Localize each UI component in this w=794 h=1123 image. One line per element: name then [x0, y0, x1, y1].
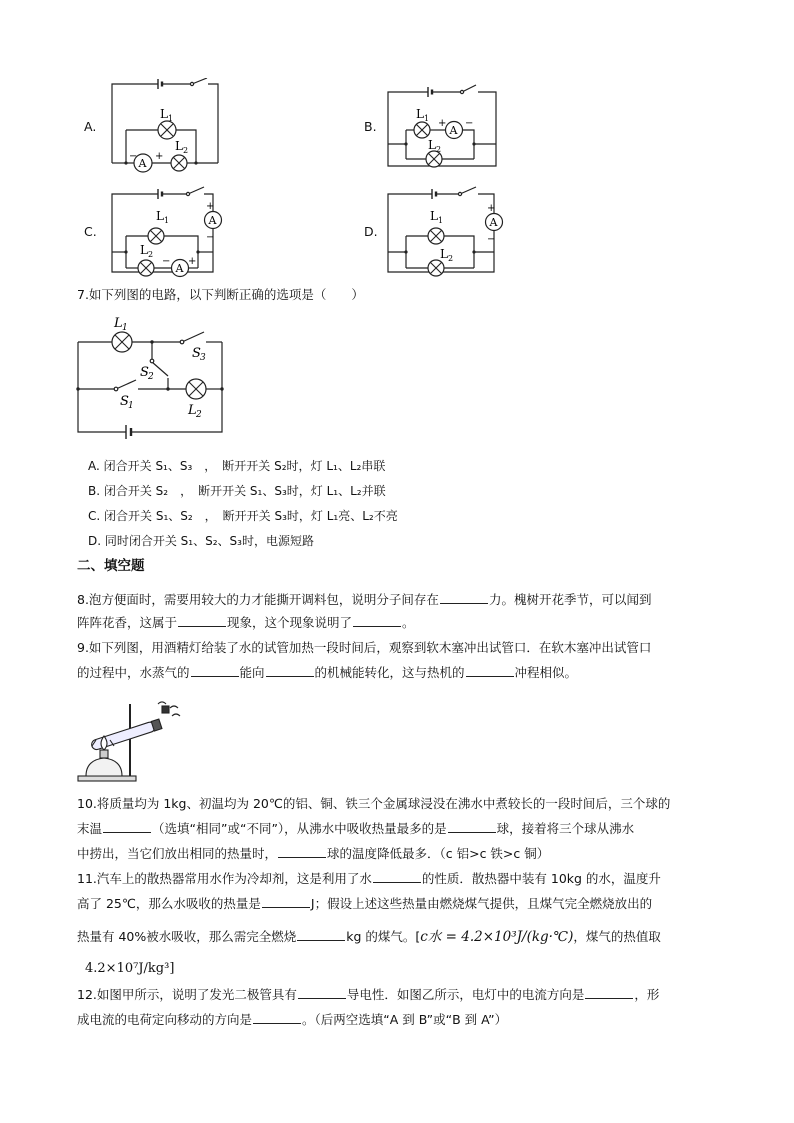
q11-formula: c水 = 4.2×10³J/(kg·℃)	[420, 929, 574, 945]
q9-line1: 9.如下列图，用酒精灯给装了水的试管加热一段时间后，观察到软木塞冲出试管口．在软木塞冲出试管口	[77, 640, 652, 655]
svg-text:−: −	[206, 232, 215, 243]
bulb-l1-icon	[428, 228, 444, 244]
svg-text:L: L	[430, 209, 438, 223]
svg-text:2: 2	[148, 250, 154, 259]
q11-blank-3[interactable]	[297, 928, 345, 941]
q8-line1: 8.泡方便面时，需要用较大的力才能撕开调料包，说明分子间存在 力。槐树开花季节，可以闻到	[77, 592, 652, 607]
q10-blank-2[interactable]	[448, 820, 496, 833]
q12-blank-2[interactable]	[585, 986, 633, 999]
svg-text:A: A	[449, 124, 458, 137]
label-l1: L	[114, 316, 123, 331]
q11-blank-2[interactable]	[262, 895, 310, 908]
svg-text:L: L	[416, 107, 424, 121]
label-s3: S	[192, 346, 201, 361]
bulb-l2-icon	[186, 379, 206, 399]
bulb-l2-icon	[171, 155, 187, 171]
q9-blank-3[interactable]	[466, 664, 514, 677]
svg-text:+: +	[438, 118, 447, 129]
svg-text:1: 1	[438, 216, 444, 225]
svg-text:1: 1	[128, 401, 134, 411]
q12-blank-1[interactable]	[298, 986, 346, 999]
bulb-l2-icon	[428, 260, 444, 276]
label-l1: L	[160, 107, 168, 121]
q9-line2: 的过程中，水蒸气的 能向 的机械能转化，这与热机的 冲程相似。	[77, 665, 578, 680]
bulb-l2-icon	[138, 260, 154, 276]
section-title: 二、填空题	[77, 558, 145, 574]
circuit-option-d	[362, 186, 522, 286]
label-l2: L	[175, 139, 183, 153]
q11-blank-1[interactable]	[373, 870, 421, 883]
option-letter-d: D.	[364, 224, 378, 239]
q7-circuit-figure	[70, 312, 240, 444]
q11-line2: 高了 25℃，那么水吸收的热量是 J；假设上述这些热量由燃烧煤气提供，且煤气完全燃烧放出的	[77, 896, 653, 911]
q7-stem: 7.如下列图的电路，以下判断正确的选项是（ ）	[77, 287, 364, 302]
svg-text:−: −	[129, 151, 138, 162]
circuit-diagram-b	[362, 78, 512, 182]
label-s2: S	[140, 365, 149, 380]
q7-option-a: A. 闭合开关 S₁、S₃ ， 断开开关 S₂时，灯 L₁、L₂串联	[88, 459, 386, 473]
bulb-l1-icon	[414, 122, 430, 138]
q9-blank-2[interactable]	[266, 664, 314, 677]
q11-line3: 热量有 40%被水吸收，那么需完全燃烧 kg 的煤气。[c水 = 4.2×10³J/(kg·℃)，煤气的热值取	[77, 929, 661, 945]
option-letter-c: C.	[84, 224, 97, 239]
circuit-option-c	[82, 186, 242, 286]
q12-line1: 12.如图甲所示，说明了发光二极管具有 导电性．如图乙所示，电灯中的电流方向是 ，形	[77, 987, 660, 1002]
option-letter-b: B.	[364, 119, 377, 134]
q11-line1: 11.汽车上的散热器常用水作为冷却剂，这是利用了水 的性质．散热器中装有 10kg 的水，温度升	[77, 871, 661, 886]
q8-blank-3[interactable]	[353, 614, 401, 627]
svg-text:1: 1	[168, 114, 174, 123]
svg-text:L: L	[440, 247, 448, 261]
svg-text:1: 1	[424, 114, 430, 123]
svg-text:A: A	[489, 216, 498, 229]
svg-text:1: 1	[164, 216, 170, 225]
q12-blank-3[interactable]	[253, 1011, 301, 1024]
svg-text:L: L	[428, 138, 436, 152]
option-letter-a: A.	[84, 119, 97, 134]
svg-text:+: +	[487, 203, 496, 214]
circuit-diagram-d	[362, 186, 522, 286]
q9-blank-1[interactable]	[191, 664, 239, 677]
label-l2: L	[188, 403, 197, 418]
svg-text:A: A	[208, 214, 217, 227]
svg-text:+: +	[188, 256, 197, 267]
q10-line1: 10.将质量均为 1kg、初温均为 20℃的铝、铜、铁三个金属球浸没在沸水中煮较长的一段时间后，三个球的	[77, 796, 671, 811]
circuit-diagram-c	[82, 186, 242, 286]
svg-text:A: A	[175, 262, 184, 275]
q7-option-b: B. 闭合开关 S₂ ， 断开开关 S₁、S₃时，灯 L₁、L₂并联	[88, 484, 386, 498]
q7-option-c: C. 闭合开关 S₁、S₂ ， 断开开关 S₃时，灯 L₁亮、L₂不亮	[88, 509, 398, 523]
svg-text:2: 2	[148, 372, 154, 382]
svg-text:−: −	[487, 234, 496, 245]
bulb-l1-icon	[112, 332, 132, 352]
svg-text:2: 2	[436, 145, 442, 154]
test-tube-figure	[74, 698, 186, 784]
q11-line4: 4.2×10⁷J/kg³]	[85, 961, 175, 976]
alcohol-lamp-test-tube-icon	[74, 698, 186, 784]
bulb-l1-icon	[158, 121, 176, 139]
q8-line2: 阵阵花香，这属于 现象，这个现象说明了 。	[77, 615, 415, 630]
q10-line2: 末温 （选填“相同”或“不同”），从沸水中吸收热量最多的是 球，接着将三个球从沸水	[77, 821, 635, 836]
q10-blank-3[interactable]	[278, 845, 326, 858]
q7-circuit-diagram	[70, 312, 240, 444]
svg-text:+: +	[206, 201, 215, 212]
svg-text:2: 2	[448, 254, 454, 263]
svg-text:L: L	[156, 209, 164, 223]
svg-text:2: 2	[196, 410, 202, 420]
q7-option-d: D. 同时闭合开关 S₁、S₂、S₃时，电源短路	[88, 534, 314, 548]
svg-text:+: +	[155, 151, 164, 162]
svg-text:3: 3	[200, 353, 206, 363]
svg-text:A: A	[138, 157, 147, 170]
q10-blank-1[interactable]	[103, 820, 151, 833]
svg-text:−: −	[465, 118, 474, 129]
q10-line3: 中捞出，当它们放出相同的热量时， 球的温度降低最多．（c 铝>c 铁>c 铜）	[77, 846, 550, 861]
q8-blank-1[interactable]	[440, 591, 488, 604]
svg-text:1: 1	[122, 323, 128, 333]
q8-blank-2[interactable]	[178, 614, 226, 627]
circuit-option-b	[362, 78, 512, 182]
svg-text:−: −	[162, 256, 171, 267]
q12-line2: 成电流的电荷定向移动的方向是 。（后两空选填“A 到 B”或“B 到 A”）	[77, 1012, 508, 1027]
label-s1: S	[120, 394, 129, 409]
circuit-diagram-a	[82, 78, 232, 182]
circuit-option-a	[82, 78, 232, 182]
svg-text:2: 2	[183, 146, 189, 155]
svg-text:L: L	[140, 243, 148, 257]
bulb-l1-icon	[148, 228, 164, 244]
